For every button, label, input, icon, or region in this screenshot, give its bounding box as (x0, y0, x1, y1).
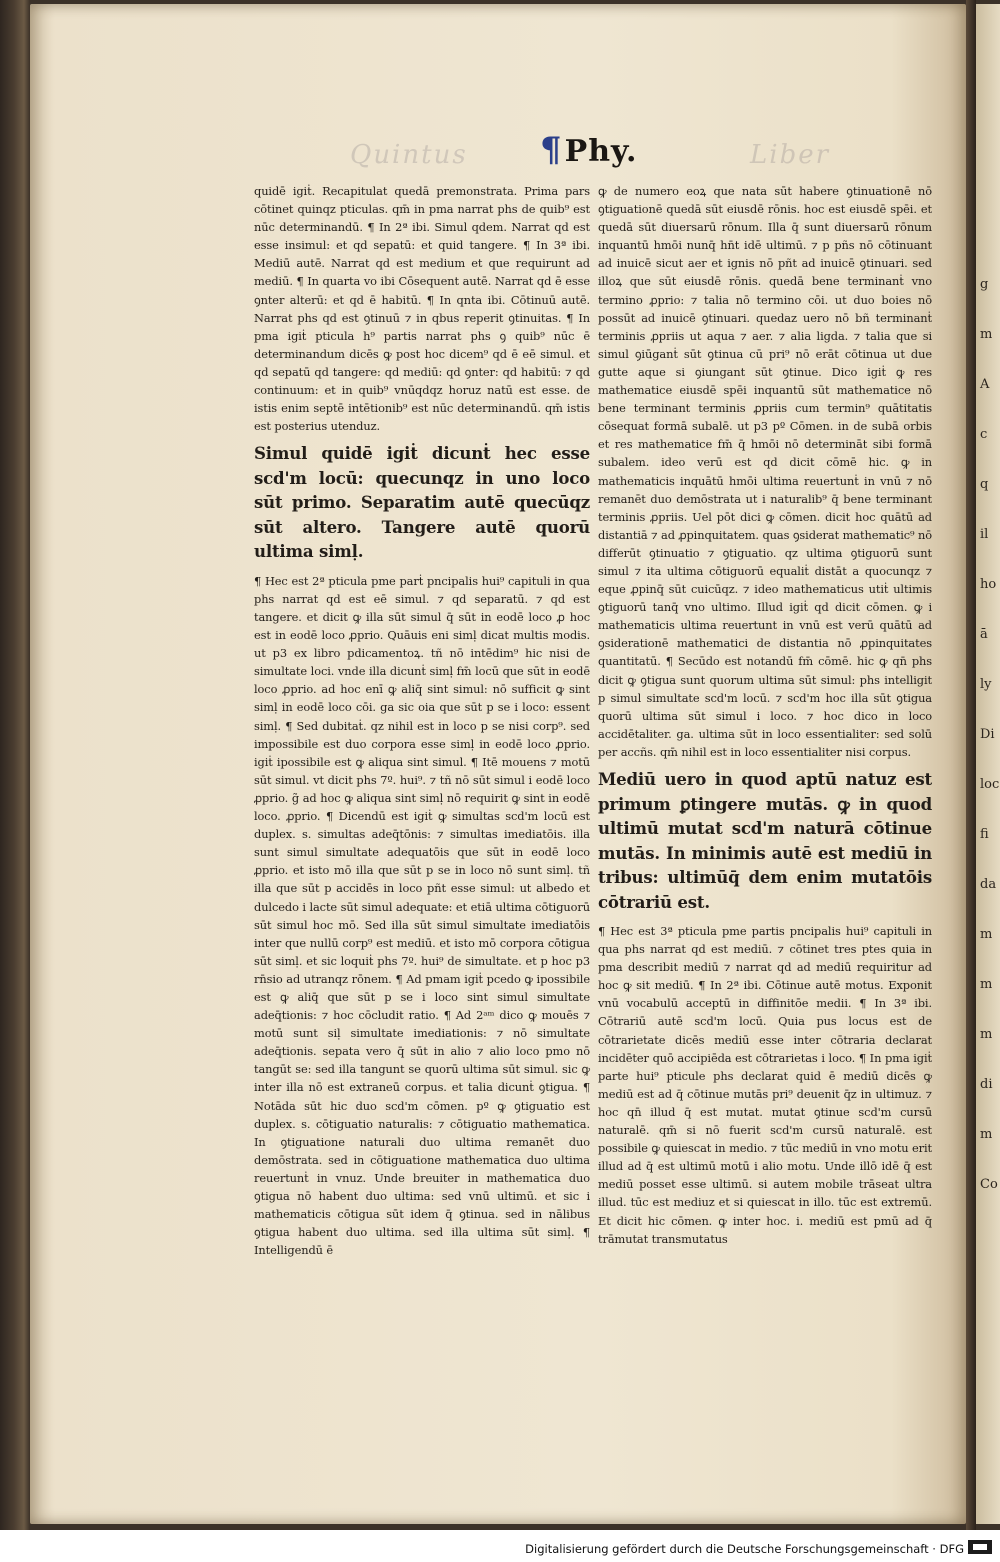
next-page-bleed-line: m (980, 977, 993, 992)
next-page-bleed-line: m (980, 927, 993, 942)
next-page-bleed-line: q (980, 477, 989, 492)
running-title-text: Phy. (564, 134, 638, 169)
next-page-bleed-line: ā (980, 627, 988, 642)
next-page-bleed-text (980, 4, 999, 1196)
book-gutter (966, 0, 976, 1530)
next-page-bleed-line: ly (980, 677, 992, 692)
next-page-bleed-line: A (980, 377, 990, 392)
next-page-bleed-line: m (980, 1127, 993, 1142)
commentary-paragraph: ¶ Hec est 2ª pticula pme parṫ pncipalis hui⁹ capituli in qua phs narrat qd est eē simul. ⁊ qd separatū. ⁊ qd est tangere. et dicit ꝙ illa sūt simul q̄ sūt in eodē loco ꝓ hoc est in eodē loco ꝓprio. Quāuis eni simḷ dicat multis modis. ut p3 ex libro pdicamentoꝝ. tñ nō intēdim⁹ hic nisi de simultate loci. vnde illa dicunṫ simḷ fm̄ locū que sūt in eodē loco ꝓprio. ad hoc enī ꝙ aliq̄ sint simul: nō sufficit ꝙ sint simḷ in eodē loco cōi. ga sic oia que sūt p se i loco: essent simḷ. ¶ Sed dubitaṫ. qz nihil est in loco p se nisi corp⁹. sed impossibile est duo corpora esse simḷ in eodē loco ꝓprio. igiṫ ipossibile est ꝙ aliqua sint simul. ¶ Itē mouens ⁊ motū sūt simul. vt dicit phs 7º. hui⁹. ⁊ tñ nō sūt simul i eodē loco ꝓprio. g̃ ad hoc ꝙ aliqua sint simḷ nō requirit ꝙ sint in eodē loco. ꝓprio. ¶ Dicendū est igiṫ ꝙ simultas scd'm locū est duplex. s. simultas adeq̄tōnis: ⁊ simultas imediatōis. illa sunt simul simultate adequatōis que sūt in eodē loco ꝓprio. et isto mō illa que sūt p se in loco nō sunt simḷ. tñ illa que sūt p accidēs in loco pñt esse simul: ut albedo et dulcedo i lacte sūt simul adequate: et etiā ultima cōtiguorū sūt simul hoc mō. Sed illa sūt simul simultate imediatōis inter que nullū corp⁹ est mediū. et isto mō corpora cōtigua sūt simḷ. et sic loquiṫ phs 7º. hui⁹ de simultate. et p hoc p3 rn̄sio ad utranqz rōnem. ¶ Ad pmam igiṫ pcedo ꝙ ipossibile est ꝙ aliq̄ que sūt p se i loco sint simul simultate adeq̄tionis: ⁊ hoc cōcludit ratio. ¶ Ad 2ᵃᵐ dico ꝙ mouēs ⁊ motū sunt siḷ simultate imediationis: ⁊ nō simultate adeq̄tionis. sepata vero q̄ sūt in alio ⁊ alio loco pmo nō tangūt se: sed illa tangunt se quorū ultima sūt simul. sic ꝙ inter illa nō est extraneū corpus. et talia dicunṫ ꝯtigua. ¶ Notāda sūt hic duo scd'm cōmen. pº ꝙ ꝯtiguatio est duplex. s. cōtiguatio naturalis: ⁊ cōtiguatio mathematica. In ꝯtiguatione naturali duo ultima remanēt duo demōstrata. sed in cōtiguatione mathematica duo ultima reuertunṫ in vnuz. Unde breuiter in mathematica duo ꝯtigua nō habent duo ultima: sed vnū ultimū. et sic i mathematicis cōtigua sūt idem q̄ ꝯtinua. sed in nālibus ꝯtigua habent duo ultima. sed illa ultima sūt simḷ. ¶ Intelligendū ē (254, 573, 590, 1258)
lemma-text: Mediū uero in quod aptū natuz est primum ꝑtingere mutās. ꝙ in quod ultimū mutat scd'm naturā cōtinue mutās. In minimis autē est mediū in tribus: ultimūq̄ dem enim mutatōis cōtrariū est. (598, 769, 932, 912)
show-through-right: Liber (750, 140, 831, 170)
next-page-bleed-line: Di (980, 727, 995, 742)
next-page-bleed-line: da (980, 877, 997, 892)
next-page-bleed-line: c (980, 427, 988, 442)
next-page-bleed-line: Co (980, 1177, 998, 1192)
next-page-bleed-line: il (980, 527, 989, 542)
commentary-paragraph: ¶ Hec est 3ª pticula pme partis pncipalis hui⁹ capituli in qua phs narrat qd est mediū. ⁊ cōtinet tres ptes quia in pma describit mediū ⁊ narrat qd ad mediū requiritur ad hoc ꝙ sit mediū. ¶ In 2ª ibi. Cōtinue autē motus. Exponit vnū vocabulū acceptū in diffinitōe medii. ¶ In 3ª ibi. Cōtrariū autē scd'm locū. Quia pus locus est de cōtrarietate dicēs mediū esse inter cōtraria declarat incidēter quō accipiēda est cōtrarietas i loco. ¶ In pma igiṫ parte hui⁹ pticule phs declarat quid ē mediū dicēs ꝙ mediū est ad q̄ cōtinue mutās pri⁹ deuenit q̄z in ultimuz. ⁊ hoc qn̄ illud q̄ est mutat. mutat ꝯtinue scd'm cursū naturalē. qm̄ si nō fuerit scd'm cursū naturalē. est possibile ꝙ quiescat in medio. ⁊ tūc mediū in vno motu erit illud ad q̄ est ultimū motū i alio motu. Unde illō idē q̄ est mediū posset esse ultimū. si autem mobile trāseat ultra illud. tūc est mediuz et si quiescat in illo. tūc est extremū. Et dicit hic cōmen. ꝙ inter hoc. i. mediū est pmū ad q̄ trāmutat transmutatus (598, 924, 932, 1246)
running-header (330, 130, 831, 180)
lemma-text: Simul quidē igiṫ dicunṫ hec esse scd'm locū: quecunqz in uno loco sūt primo. Separatim autē quecūqz sūt altero. Tangere autē quorū ultima simḷ. (254, 443, 590, 562)
next-page-bleed-line: di (980, 1077, 993, 1092)
running-title (540, 130, 637, 170)
next-page-bleed-line: loc (980, 777, 1000, 792)
next-page-bleed-line: m (980, 1027, 993, 1042)
running-title-mark: ¶ (540, 130, 563, 170)
right-column (598, 182, 932, 1254)
dfg-logo-icon (968, 1540, 992, 1554)
footer-credit: Digitalisierung gefördert durch die Deutsche Forschungsgemeinschaft · DFG (525, 1542, 964, 1556)
commentary-paragraph: quidē igiṫ. Recapitulat quedā premonstrata. Prima pars cōtinet quinqz pticulas. qm̄ in pma narrat phs de quib⁹ est nūc determinandū. ¶ In 2ª ibi. Simul qdem. Narrat qd est esse insimul: et qd sepatū: et quid tangere. ¶ In 3ª ibi. Mediū autē. Narrat qd est medium et que requirunt ad mediū. ¶ In quarta vo ibi Cōsequent autē. Narrat qd ē esse ꝯnter alterū: et qd ē habitū. ¶ In qnta ibi. Cōtinuū autē. Narrat phs qd est ꝯtinuū ⁊ in qbus reperit ꝯtinuitas. ¶ In pma igiṫ pticula h⁹ partis narrat phs ꝯ quib⁹ nūc ē determinandum dicēs ꝙ post hoc dicem⁹ qd ē eē simul. et qd sepatū qd tangere: qd mediū: qd ꝯnter: qd habitū: ⁊ qd continuum: et in quib⁹ vnūqdqz horuz natū est esse. de istis enim septē intētionib⁹ est nūc determinandū. qm̄ istis est posterius utenduz. (254, 184, 590, 434)
next-page-edge (976, 4, 1000, 1524)
next-page-bleed-line: g (980, 277, 989, 292)
left-column (254, 182, 590, 1265)
next-page-bleed-line: m (980, 327, 993, 342)
next-page-bleed-line: ho (980, 577, 997, 592)
next-page-bleed-line: fi (980, 827, 989, 842)
commentary-paragraph: ꝙ de numero eoꝝ que nata sūt habere ꝯtinuationē nō ꝯtiguationē quedā sūt eiusdē rōnis. hoc est eiusdē spēi. et quedā sūt diuersarū rōnum. Illa q̄ sunt diuersarū rōnum inquantū hmōi nunq̄ hn̄t idē ultimū. ⁊ p pñs nō cōtinuant ad inuicē sicut aer et ignis nō pñt ad inuicē ꝯtinuari. sed illoꝝ que sūt eiusdē rōnis. quedā bene terminanṫ vno termino ꝓprio: ⁊ talia nō termino cōi. ut duo boies nō possūt ad inuicē ꝯtinuari. quedaz uero nō bñ terminanṫ terminis ꝓpriis ut aqua ⁊ aer. ⁊ alia ligda. ⁊ talia que si simul ꝯiūganṫ sūt ꝯtinua cū pri⁹ nō erāt cōtinua ut due gutte aque si ꝯiungant sūt ꝯtinue. Dico igiṫ ꝙ res mathematice eiusdē spēi inquantū sūt mathematice nō bene terminant terminis ꝓpriis cum termin⁹ quātitatis cōsequat formā subalē. ut p3 pº Cōmen. in de subā orbis et res mathematice fm̄ q̄ hmōi nō determināt sibi formā subalem. ideo verū est qd dicit cōmē hic. ꝙ in mathematicis inquātū hmōi ultima reuertunṫ in vnū ⁊ nō remanēt duo demōstrata ut i naturalib⁹ q̄ bene terminant terminis ꝓpriis. Uel pōt dici ꝙ cōmen. dicit hoc quātū ad distantiā ⁊ ad ꝓpinquitatem. quas ꝯsiderat mathematic⁹ nō differūt ꝯtinuatio ⁊ ꝯtiguatio. qz ultima ꝯtiguorū sunt simul ⁊ ita ultima cōtiguorū equaliṫ distāt a quocunqz ⁊ eque ꝓpinq̄ sūt cuicūqz. ⁊ ideo mathematicus utiṫ ultimis ꝯtiguorū tanq̄ vno ultimo. Illud igiṫ qd dicit cōmen. ꝙ i mathematicis ultima reuertunt in vnū est verū quātū ad ꝯsiderationē mathematici de distantia nō ꝓpinquitates quantitatū. ¶ Secūdo est notandū fm̄ cōmē. hic ꝙ qn̄ phs dicit ꝙ ꝯtigua sunt quorum ultima sūt simul: phs intelligit p simul simultate scd'm locū. ⁊ scd'm hoc illa sūt ꝯtigua quorū ultima sūt simul i loco. ⁊ hoc dico in loco accidētaliter. ga. ultima sūt in loco essentialiter: sed solū per accñs. qm̄ nihil est in loco essentialiter nisi corpus. (598, 184, 933, 759)
footer-bar (0, 1530, 1000, 1562)
show-through-left: Quintus (350, 140, 468, 170)
